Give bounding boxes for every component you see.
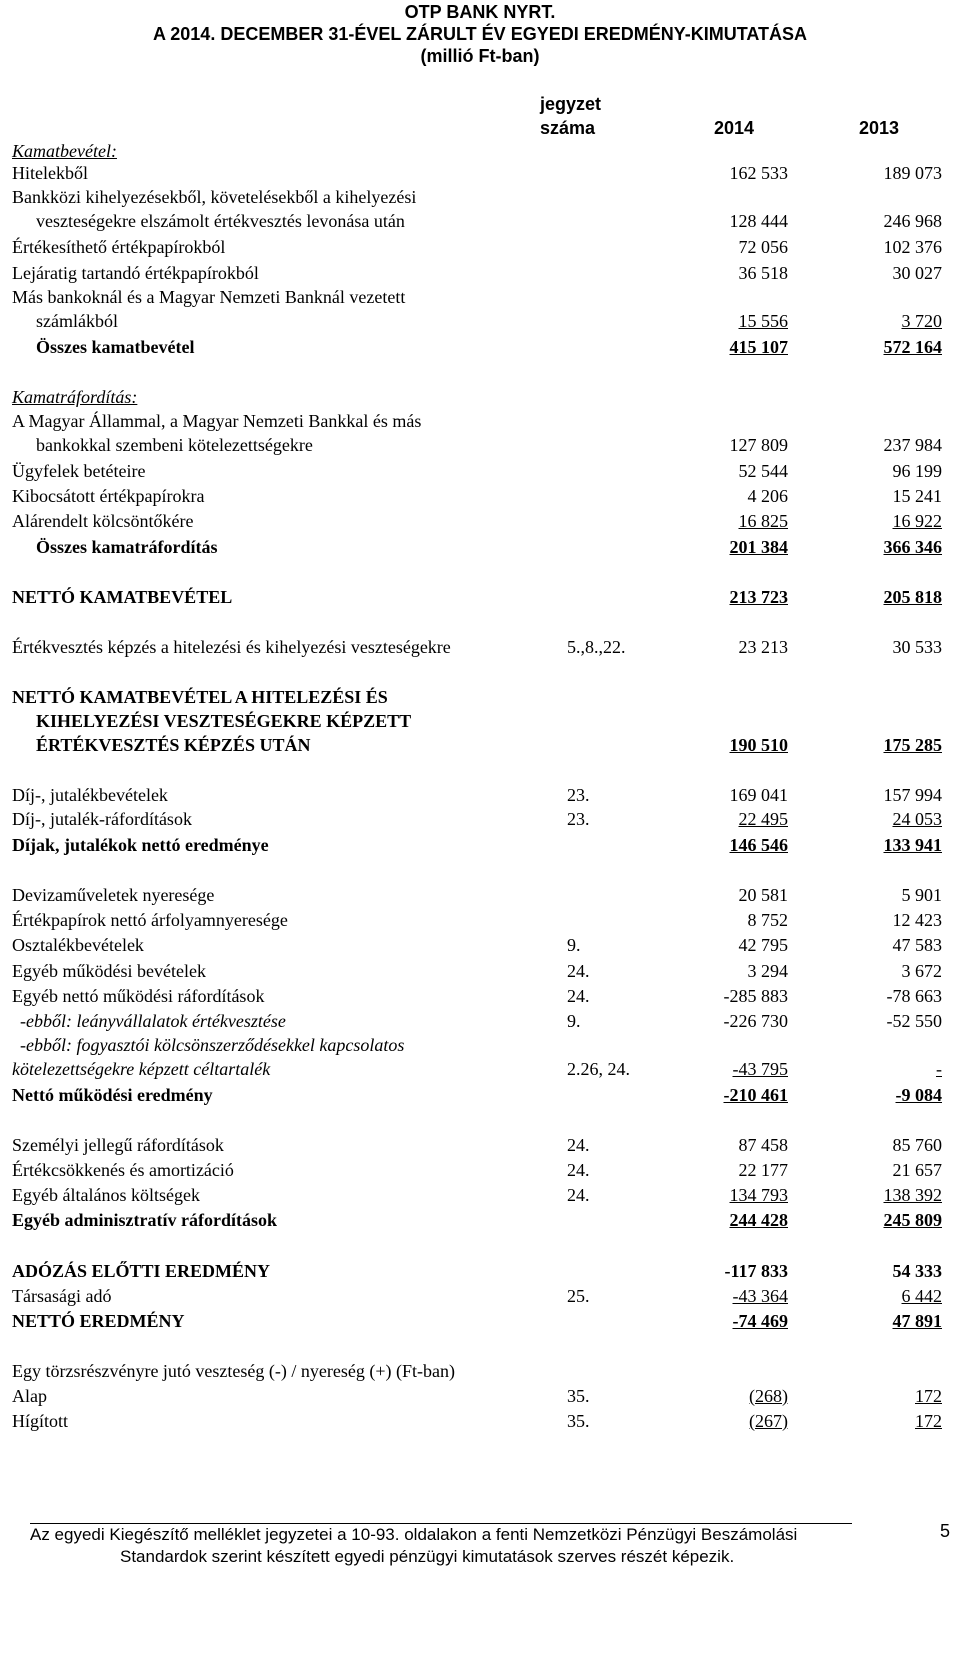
value-2013: 47 583 [892,935,942,955]
value-2013: -9 084 [895,1085,942,1105]
row-label: Lejáratig tartandó értékpapírokból [12,263,259,283]
value-2014: 128 444 [729,211,788,231]
value-2014: 72 056 [738,237,788,257]
value-2014: 201 384 [729,537,788,557]
table-row [12,1056,942,1082]
value-2013: 205 818 [883,587,942,607]
value-2013: 54 333 [892,1261,942,1281]
table-row [12,1132,942,1158]
value-2014: 213 723 [729,587,788,607]
row-label: Díj-, jutalék-ráfordítások [12,809,192,829]
row-label: Értékcsökkenés és amortizáció [12,1160,234,1180]
total-row [12,732,942,758]
value-2013: 572 164 [883,337,942,357]
row-label: számlákból [36,311,118,331]
value-2013: 85 760 [892,1135,942,1155]
table-row [12,684,942,710]
value-2014: 22 177 [738,1160,788,1180]
footer-note-line-1: Az egyedi Kiegészítő melléklet jegyzetei a 10-93. oldalakon a fenti Nemzetközi Pénzügyi Beszámolási [30,1525,798,1544]
value-2014: 4 206 [747,486,788,506]
row-label: ÉRTÉKVESZTÉS KÉPZÉS UTÁN [36,735,311,755]
value-2013: 237 984 [883,435,942,455]
table-row [12,432,942,458]
row-label: KIHELYEZÉSI VESZTESÉGEKRE KÉPZETT [36,711,412,731]
footer-note-line-2: Standardok szerint készített egyedi pénzügyi kimutatások szerves részét képezik. [120,1547,735,1566]
row-label: Ügyfelek betéteire [12,461,146,481]
value-2013: 102 376 [883,237,942,257]
table-row [12,907,942,933]
value-2014: -43 795 [732,1059,788,1079]
value-2014: 415 107 [729,337,788,357]
value-2014: -117 833 [724,1261,788,1281]
row-label: Alap [12,1386,47,1406]
note-reference: 24. [567,1185,590,1205]
value-2013: -78 663 [886,986,942,1006]
table-row [12,284,942,310]
statement-title: A 2014. DECEMBER 31-ÉVEL ZÁRULT ÉV EGYEDI EREDMÉNY-KIMUTATÁSA [152,24,808,44]
table-row [12,983,942,1009]
value-2014: 162 533 [729,163,788,183]
value-2013: 21 657 [892,1160,942,1180]
row-label: Alárendelt kölcsöntőkére [12,511,194,531]
row-label: Díjak, jutalékok nettó eredménye [12,835,269,855]
row-label: Hitelekből [12,163,88,183]
value-2013: 30 533 [892,637,942,657]
note-reference: 24. [567,1160,590,1180]
table-row [12,208,942,234]
value-2013: 15 241 [892,486,942,506]
value-2013: 6 442 [901,1286,942,1306]
note-reference: 5.,8.,22. [567,637,626,657]
row-label: Hígított [12,1411,69,1431]
table-row [12,634,942,660]
note-reference: 9. [567,1011,581,1031]
table-row [12,458,942,484]
row-label: Kibocsátott értékpapírokra [12,486,205,506]
page-number: 5 [940,1521,951,1541]
value-2013: 5 901 [901,885,942,905]
table-row [12,708,942,734]
value-2013: 245 809 [883,1210,942,1230]
row-label: Egyéb adminisztratív ráfordítások [12,1210,277,1230]
note-reference: 35. [567,1411,590,1431]
row-label: Egyéb általános költségek [12,1185,200,1205]
value-2014: 87 458 [738,1135,788,1155]
row-label: Értékesíthető értékpapírokból [12,237,226,257]
note-reference: 35. [567,1386,590,1406]
note-reference: 23. [567,785,590,805]
table-row [12,932,942,958]
value-2013: 157 994 [883,785,942,805]
row-label: Osztalékbevételek [12,935,144,955]
row-label: Díj-, jutalékbevételek [12,785,168,805]
row-label: Értékpapírok nettó árfolyamnyeresége [12,910,288,930]
row-label: Egyéb nettó működési ráfordítások [12,986,265,1006]
value-2014: -74 469 [732,1311,788,1331]
value-2013: 16 922 [892,511,942,531]
row-label: ADÓZÁS ELŐTTI EREDMÉNY [12,1261,271,1281]
value-2014: 42 795 [738,935,788,955]
subtotal-row [12,534,942,560]
note-reference: 24. [567,986,590,1006]
value-2014: 244 428 [729,1210,788,1230]
value-2013: 96 199 [892,461,942,481]
value-2013: 172 [915,1411,942,1431]
table-row [12,160,942,186]
value-2014: -43 364 [732,1286,788,1306]
row-label: NETTÓ KAMATBEVÉTEL A HITELEZÉSI ÉS [12,687,388,707]
value-2014: 169 041 [729,785,788,805]
note-reference: 2.26, 24. [567,1059,630,1079]
note-column-header-1: jegyzet [540,94,602,114]
value-2013: 366 346 [883,537,942,557]
value-2014: 23 213 [738,637,788,657]
table-row [12,1283,942,1309]
value-2013: 3 672 [901,961,942,981]
row-label: Egyéb működési bevételek [12,961,206,981]
table-row [12,184,942,210]
value-2014: 190 510 [729,735,788,755]
row-label: Kamatbevétel: [12,141,117,161]
subtotal-row [12,1207,942,1233]
table-row [12,782,942,808]
value-2013: 133 941 [883,835,942,855]
total-row [12,1308,942,1334]
row-label: Összes kamatráfordítás [36,537,218,557]
note-reference: 25. [567,1286,590,1306]
value-2014: (268) [749,1386,788,1406]
row-label: NETTÓ KAMATBEVÉTEL [12,587,233,607]
row-label: -ebből: fogyasztói kölcsönszerződésekkel kapcsolatos [20,1035,405,1055]
table-row [12,1358,942,1384]
total-row [12,584,942,610]
table-row [12,1008,942,1034]
section-heading [12,384,942,410]
statement-unit: (millió Ft-ban) [420,46,540,66]
row-label: Egy törzsrészvényre jutó veszteség (-) / nyereség (+) (Ft-ban) [12,1361,455,1381]
table-row [12,508,942,534]
note-column-header-2: száma [540,118,596,138]
row-label: -ebből: leányvállalatok értékvesztése [20,1011,286,1031]
year-2014-header: 2014 [713,118,754,138]
subtotal-row [12,334,942,360]
value-2013: - [936,1059,942,1079]
value-2014: 3 294 [747,961,788,981]
value-2014: 15 556 [738,311,788,331]
value-2014: 52 544 [738,461,788,481]
row-label: Társasági adó [12,1286,112,1306]
value-2013: 47 891 [892,1311,942,1331]
table-row [12,958,942,984]
row-label: NETTÓ EREDMÉNY [12,1311,185,1331]
value-2013: 138 392 [883,1185,942,1205]
table-row [12,483,942,509]
note-reference: 9. [567,935,581,955]
row-label: bankokkal szembeni kötelezettségekre [36,435,313,455]
value-2014: -226 730 [723,1011,788,1031]
row-label: Személyi jellegű ráfordítások [12,1135,224,1155]
row-label: Összes kamatbevétel [36,337,195,357]
row-label: Kamatráfordítás: [12,387,138,407]
table-row [12,1408,942,1434]
subtotal-row [12,832,942,858]
value-2013: 3 720 [901,311,942,331]
table-row [12,260,942,286]
row-label: kötelezettségekre képzett céltartalék [12,1059,271,1079]
note-reference: 24. [567,961,590,981]
company-name: OTP BANK NYRT. [404,2,556,22]
value-2014: 134 793 [729,1185,788,1205]
value-2013: 24 053 [892,809,942,829]
year-2013-header: 2013 [858,118,899,138]
table-row [12,882,942,908]
value-2014: 22 495 [738,809,788,829]
value-2014: (267) [749,1411,788,1431]
value-2013: -52 550 [886,1011,942,1031]
note-reference: 24. [567,1135,590,1155]
table-row [12,1032,942,1058]
value-2014: 36 518 [738,263,788,283]
note-reference: 23. [567,809,590,829]
row-label: A Magyar Állammal, a Magyar Nemzeti Bankkal és más [12,411,422,431]
table-row [12,234,942,260]
value-2014: 20 581 [738,885,788,905]
total-row [12,1258,942,1284]
table-row [12,1157,942,1183]
value-2013: 175 285 [883,735,942,755]
subtotal-row [12,1082,942,1108]
row-label: Nettó működési eredmény [12,1085,213,1105]
row-label: veszteségekre elszámolt értékvesztés levonása után [36,211,405,231]
value-2013: 172 [915,1386,942,1406]
value-2014: -285 883 [723,986,788,1006]
value-2014: 146 546 [729,835,788,855]
value-2013: 12 423 [892,910,942,930]
table-row [12,1383,942,1409]
value-2014: 8 752 [747,910,788,930]
value-2014: 16 825 [738,511,788,531]
row-label: Devizaműveletek nyeresége [12,885,215,905]
value-2013: 246 968 [883,211,942,231]
value-2013: 30 027 [892,263,942,283]
table-row [12,408,942,434]
row-label: Bankközi kihelyezésekből, követelésekből a kihelyezési [12,187,417,207]
value-2014: 127 809 [729,435,788,455]
value-2013: 189 073 [883,163,942,183]
table-row [12,308,942,334]
table-row [12,1182,942,1208]
value-2014: -210 461 [723,1085,788,1105]
table-row [12,806,942,832]
row-label: Értékvesztés képzés a hitelezési és kihelyezési veszteségekre [12,637,451,657]
row-label: Más bankoknál és a Magyar Nemzeti Banknál vezetett [12,287,406,307]
